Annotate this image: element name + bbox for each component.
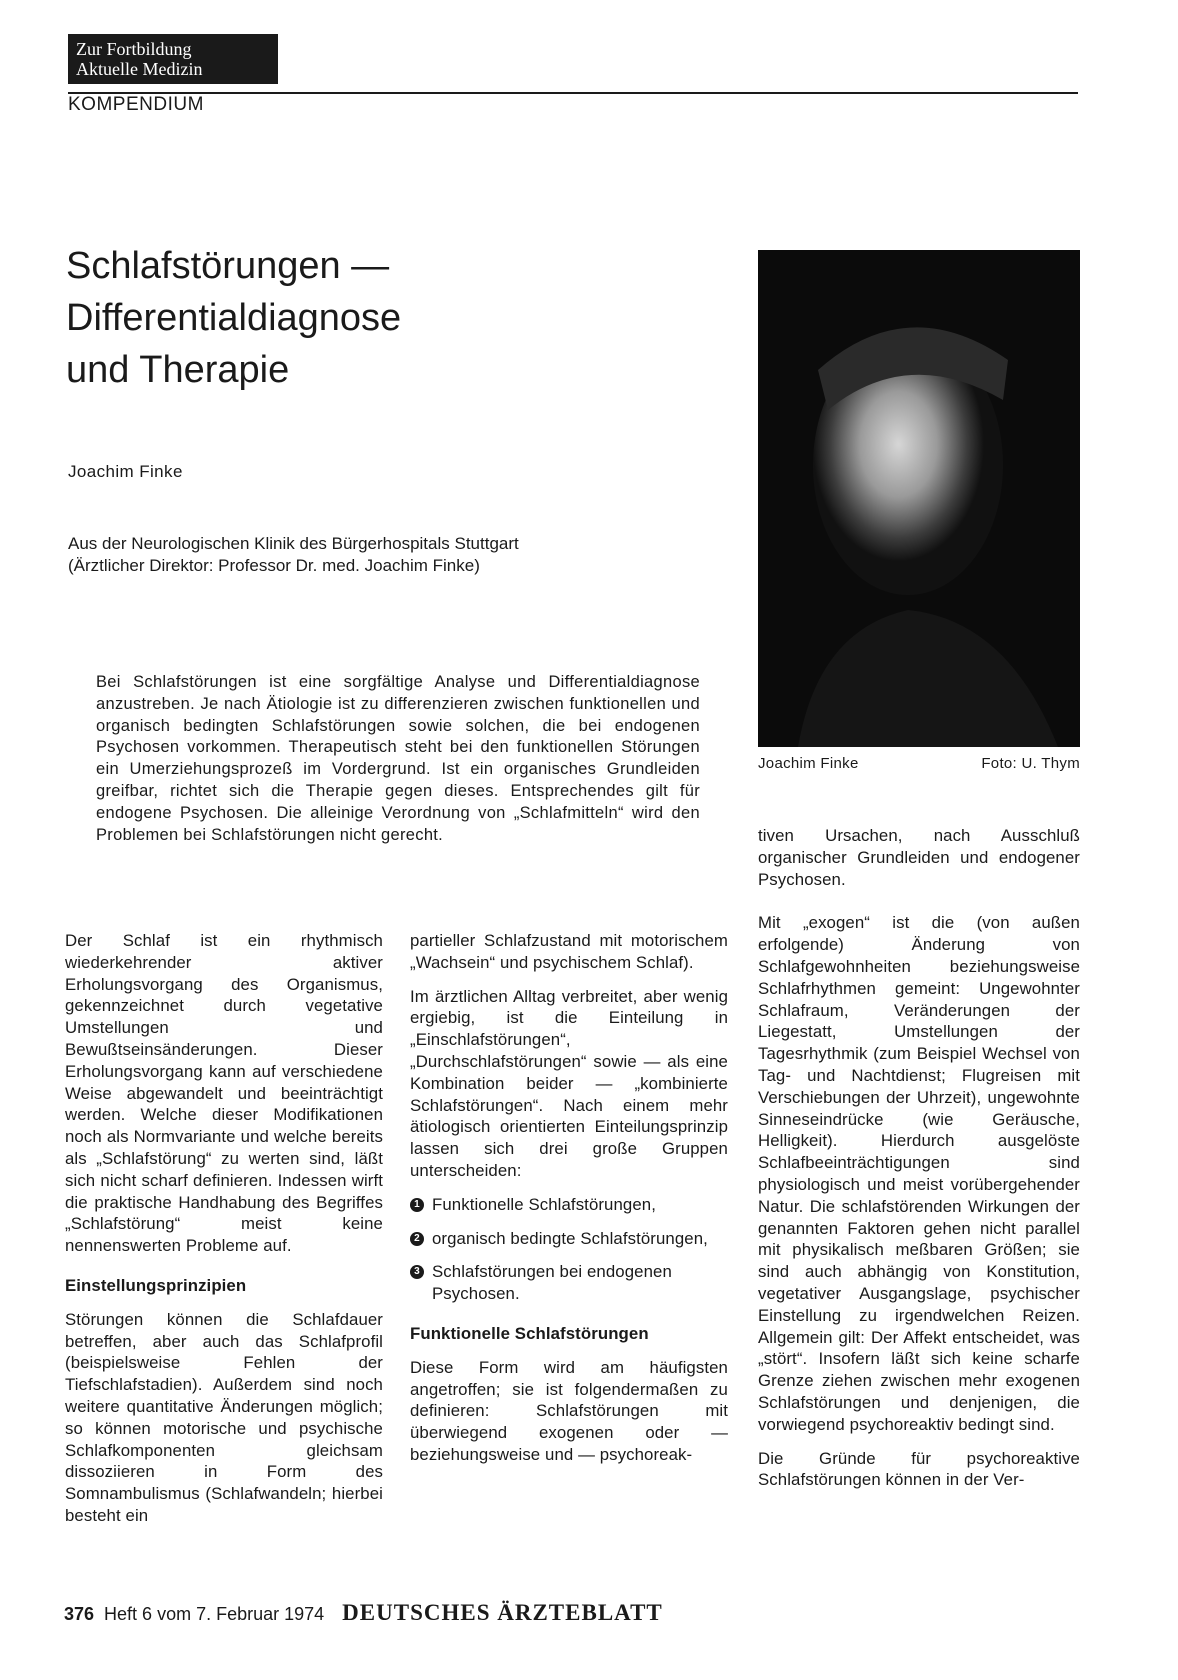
list-item: [410, 1261, 728, 1305]
paragraph: tiven Ursachen, nach Ausschluß organischer Grundleiden und endogener Psychosen.: [758, 826, 1080, 889]
series-line-1: Zur Fortbildung: [76, 39, 192, 59]
list-item-text: organisch bedingte Schlafstörungen,: [432, 1228, 708, 1248]
affiliation-line-2: (Ärztlicher Direktor: Professor Dr. med. Joachim Finke): [68, 556, 480, 575]
series-label-box: [68, 34, 278, 84]
author-portrait-photo: [758, 250, 1080, 747]
page-number: 376: [64, 1604, 95, 1624]
paragraph: Mit „exogen“ ist die (von außen erfolgende) Änderung von Schlafgewohnheiten beziehungsweise Schlafrhythmen gemeint: Ungewohnter Schlafraum, Veränderungen der Liegestatt, Umstellungen der Tagesrhythmik (zum Beispiel Wechsel von Tag- und Nachtdienst; Flugreisen mit Verschiebungen der Uhrzeit), ungewohnte Sinneseindrücke (wie Geräusche, Helligkeit). Hierdurch ausgelöste Schlafbeeinträchtigungen sind physiologisch und meist vorübergehender Natur. Die schlafstörenden Wirkungen der genannten Faktoren gehen nicht parallel mit physikalisch meßbaren Größen; sie sind auch abhängig von Konstitution, vegetativer Ausgangslage, psychischer Einstellung zu irgendwelchen Reizen. Allgemein gilt: Der Affekt entscheidet, was „stört“. Insofern läßt sich keine scharfe Grenze ziehen zwischen mehr exogenen Schlafstörungen und denjenigen, die vorwiegend psychoreaktiv bedingt sind.: [758, 913, 1080, 1434]
number-badge-icon: 3: [410, 1265, 424, 1279]
list-item: [410, 1228, 728, 1250]
body-column-3: [758, 825, 1080, 1503]
article-title: [66, 240, 706, 396]
journal-name: DEUTSCHES ÄRZTEBLATT: [342, 1600, 663, 1625]
photo-caption: [758, 755, 1080, 772]
affiliation: [68, 533, 688, 577]
portrait-illustration: [758, 250, 1080, 747]
paragraph: Die Gründe für psychoreaktive Schlafstörungen können in der Ver-: [758, 1448, 1080, 1490]
subheading-einstellungsprinzipien: Einstellungsprinzipien: [65, 1275, 247, 1295]
section-label: KOMPENDIUM: [68, 94, 204, 115]
paragraph: Im ärztlichen Alltag verbreitet, aber wenig ergiebig, ist die Einteilung in „Einschlafstörungen“, „Durchschlafstörungen“ sowie — als eine Kombination beider — „kombinierte Schlafstörungen“. Nach einem mehr ätiologisch orientierten Einteilungsprinzip lassen sich drei große Gruppen unterscheiden:: [410, 986, 728, 1180]
subheading-funktionelle-schlafstoerungen: Funktionelle Schlafstörungen: [410, 1323, 649, 1343]
page-footer: [64, 1600, 663, 1626]
title-line-1: Schlafstörungen —: [66, 245, 390, 287]
issue-info: Heft 6 vom 7. Februar 1974: [104, 1604, 325, 1624]
caption-name: Joachim Finke: [758, 755, 859, 772]
caption-credit: Foto: U. Thym: [981, 755, 1080, 772]
paragraph: partieller Schlafzustand mit motorischem „Wachsein“ und psychischem Schlaf).: [410, 931, 728, 972]
title-line-2: Differentialdiagnose: [66, 297, 402, 339]
series-line-2: Aktuelle Medizin: [76, 59, 203, 79]
paragraph: Diese Form wird am häufigsten angetroffen; sie ist folgendermaßen zu definieren: Schlafstörungen mit überwiegend exogenen oder — beziehungsweise und — psychoreak-: [410, 1357, 728, 1464]
header-rule: [68, 92, 1078, 94]
abstract: Bei Schlafstörungen ist eine sorgfältige Analyse und Differentialdiagnose anzustreben. Je nach Ätiologie ist zu differenzieren zwischen funktionellen und organisch bedingten Schlafstörungen sowie solchen, die bei endogenen Psychosen vorkommen. Therapeutisch steht bei den funktionellen Störungen ein Umerziehungsprozeß im Vordergrund. Ist ein organisches Grundleiden greifbar, richtet sich die Therapie gegen dieses. Entsprechendes gilt für endogene Psychosen. Die alleinige Verordnung von „Schlafmitteln“ wird den Problemen bei Schlafstörungen nicht gerecht.: [96, 673, 700, 844]
paragraph: Störungen können die Schlafdauer betreffen, aber auch das Schlafprofil (beispielsweise Fehlen der Tiefschlafstadien). Außerdem sind noch weitere quantitative Änderungen möglich; so können motorische und psychische Schlafkomponenten gleichsam dissoziieren in Form des Somnambulismus (Schlafwandeln; hierbei besteht ein: [65, 1309, 383, 1525]
title-line-3: und Therapie: [66, 349, 290, 391]
number-badge-icon: 2: [410, 1232, 424, 1246]
number-badge-icon: 1: [410, 1198, 424, 1212]
affiliation-line-1: Aus der Neurologischen Klinik des Bürgerhospitals Stuttgart: [68, 534, 519, 553]
author-name: Joachim Finke: [68, 462, 183, 481]
list-item-text: Funktionelle Schlafstörungen,: [432, 1194, 656, 1214]
list-item-text: Schlafstörungen bei endogenen Psychosen.: [432, 1262, 672, 1304]
body-column-1: [65, 930, 383, 1539]
list-item: [410, 1194, 728, 1216]
paragraph: Der Schlaf ist ein rhythmisch wiederkehrender aktiver Erholungsvorgang des Organismus, gekennzeichnet durch vegetative Umstellungen und Bewußtseinsänderungen. Dieser Erholungsvorgang kann auf verschiedene Weise abgewandelt und beeinträchtigt werden. Welche dieser Modifikationen noch als Normvariante und welche bereits als „Schlafstörung“ zu werten sind, läßt sich nicht scharf definieren. Indessen wirft die praktische Handhabung des Begriffes „Schlafstörung“ meist keine nennenswerten Probleme auf.: [65, 931, 383, 1256]
body-column-2: [410, 930, 728, 1478]
